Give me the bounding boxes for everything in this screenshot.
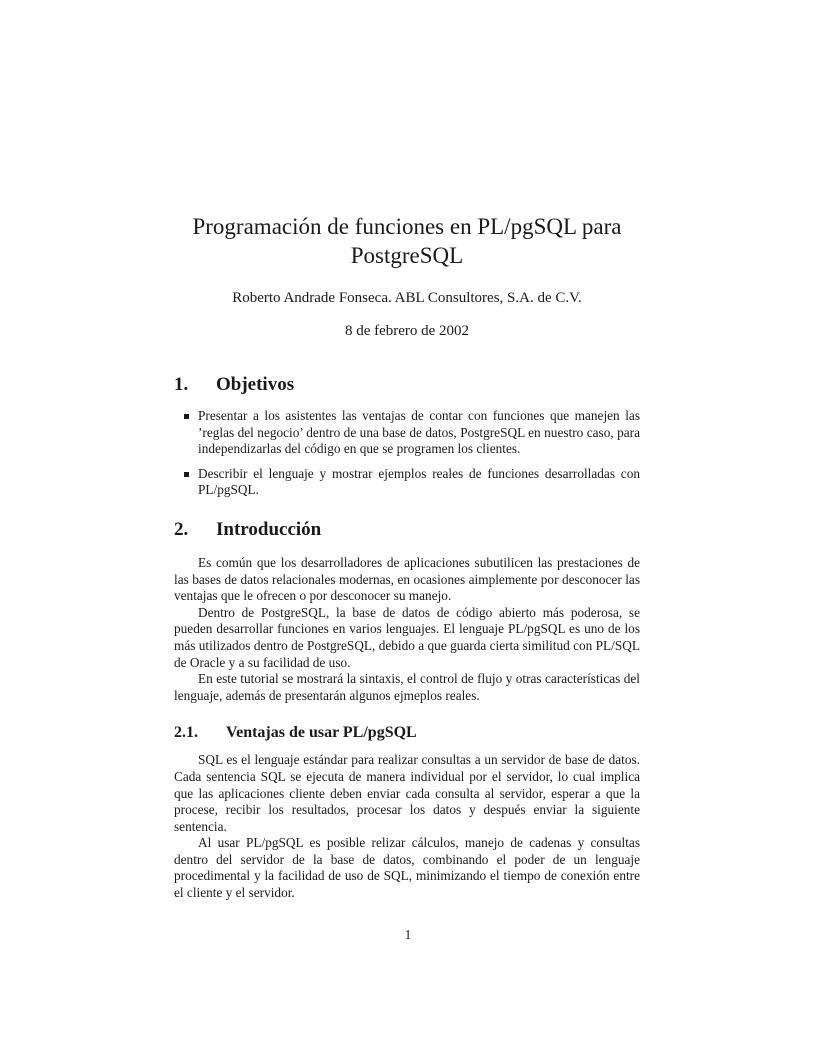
section-heading-objetivos xyxy=(174,374,640,396)
document-author: Roberto Andrade Fonseca. ABL Consultores, S.A. de C.V. xyxy=(232,290,582,306)
section-number: 2. xyxy=(174,518,189,540)
bullet-icon xyxy=(184,472,189,477)
subsection-heading-ventajas xyxy=(174,724,640,742)
section-body-objetivos xyxy=(174,408,640,499)
paragraph: Dentro de PostgreSQL, la base de datos de código abierto más poderosa, se pueden desarrollar funciones en varios lenguajes. El lenguaje PL/pgSQL es uno de los más utilizados dentro de PostgreSQL, debido a que guarda cierta similitud con PL/SQL de Oracle y a su facilidad de uso. xyxy=(174,604,640,670)
paragraph: Es común que los desarrolladores de aplicaciones subutilicen las prestaciones de las bases de datos relacionales modernas, en ocasiones aimplemente por desconocer las ventajas que le ofrecen o por desconocer su manejo. xyxy=(174,554,640,604)
paragraph: SQL es el lenguaje estándar para realizar consultas a un servidor de base de datos. Cada sentencia SQL se ejecuta de manera individual por el servidor, lo cual implica que las aplicaciones cliente deben enviar cada consulta al servidor, esperar a que la procese, recibir los resultados, procesar los datos y después enviar la siguiente sentencia. xyxy=(174,752,640,834)
section-title: Introducción xyxy=(216,518,322,540)
page-content xyxy=(174,212,640,902)
list-item xyxy=(198,466,640,499)
section-body-introduccion xyxy=(174,555,640,704)
document-title: Programación de funciones en PL/pgSQL para PostgreSQL xyxy=(192,214,622,268)
page-number: 1 xyxy=(404,927,412,942)
subsection-number: 2.1. xyxy=(174,724,198,742)
subsection-body-ventajas xyxy=(174,752,640,901)
subsection-title: Ventajas de usar PL/pgSQL xyxy=(226,724,417,742)
list-item-text: Presentar a los asistentes las ventajas de contar con funciones que manejen las ’reglas del negocio’ dentro de una base de datos, PostgreSQL en nuestro caso, para independizarlas del código en que se programen los clientes. xyxy=(198,408,640,457)
paragraph: Al usar PL/pgSQL es posible relizar cálculos, manejo de cadenas y consultas dentro del servidor de la base de datos, combinando el poder de un lenguaje procedimental y la facilidad de uso de SQL, minimizando el tiempo de conexión entre el cliente y el servidor. xyxy=(174,835,640,901)
bullet-list xyxy=(174,408,640,499)
paragraph: En este tutorial se mostrará la sintaxis, el control de flujo y otras características del lenguaje, además de presentarán algunos ejmeplos reales. xyxy=(174,671,640,703)
section-heading-introduccion xyxy=(174,519,640,541)
section-number: 1. xyxy=(174,374,189,395)
list-item-text: Describir el lenguaje y mostrar ejemplos reales de funciones desarrolladas con PL/pgSQL. xyxy=(198,465,640,498)
section-title: Objetivos xyxy=(216,374,295,395)
list-item xyxy=(198,408,640,458)
document-date: 8 de febrero de 2002 xyxy=(344,323,470,339)
bullet-icon xyxy=(184,414,189,419)
